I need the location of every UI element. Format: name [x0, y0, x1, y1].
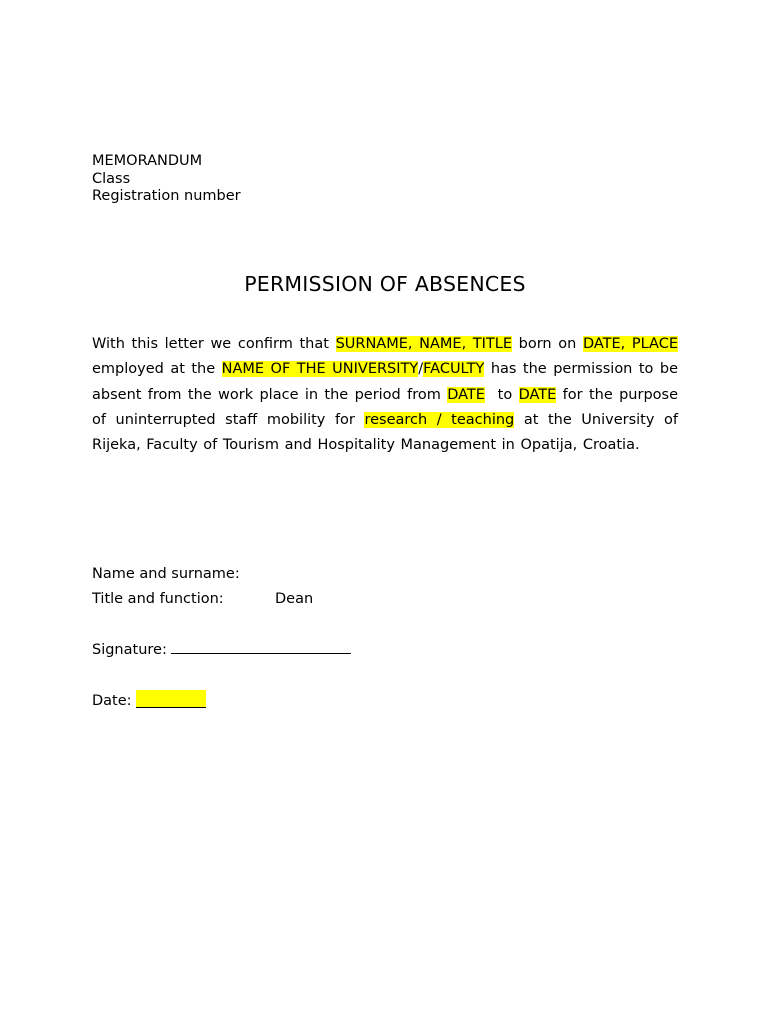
birth-date-place-placeholder: DATE, PLACE [582, 336, 678, 352]
body-text-segment: / [418, 361, 424, 378]
body-text-segment: to [484, 386, 519, 403]
title-function-row [92, 587, 351, 612]
surname-name-title-placeholder: SURNAME, NAME, TITLE [335, 336, 513, 352]
signature-line[interactable] [171, 638, 351, 654]
signature-block [92, 562, 351, 714]
date-field[interactable] [136, 690, 206, 708]
body-paragraph [92, 332, 678, 458]
date-label: Date: [92, 693, 132, 709]
registration-number-label: Registration number [92, 188, 241, 204]
body-text-segment: at the University of Rijeka, Faculty of Tourism and Hospitality Management in Opatija, Croatia. [92, 411, 678, 454]
signature-row [92, 638, 351, 663]
faculty-placeholder: FACULTY [423, 361, 485, 378]
start-date-placeholder: DATE [447, 386, 485, 403]
class-label: Class [92, 170, 131, 187]
memo-label: MEMORANDUM [92, 153, 203, 169]
name-surname-label: Name and surname: [92, 566, 240, 582]
mobility-type-placeholder: research / teaching [364, 411, 515, 428]
body-text-segment: has the permission to be absent from the work place in the period from [92, 361, 678, 403]
body-text-segment: With this letter we confirm that [92, 336, 336, 352]
memo-header [92, 153, 241, 206]
body-text-segment: for the purpose of uninterrupted staff mobility for [92, 386, 679, 428]
date-row [92, 689, 351, 714]
university-name-placeholder: NAME OF THE UNIVERSITY [221, 361, 419, 378]
end-date-placeholder: DATE [518, 386, 557, 403]
title-function-label: Title and function: [92, 591, 224, 607]
body-text-segment: born on [512, 336, 583, 352]
signature-label: Signature: [92, 642, 167, 658]
title-function-value: Dean [275, 591, 314, 607]
document-title: PERMISSION OF ABSENCES [244, 272, 526, 296]
body-text-segment: employed at the [92, 361, 222, 378]
name-surname-row [92, 562, 351, 587]
